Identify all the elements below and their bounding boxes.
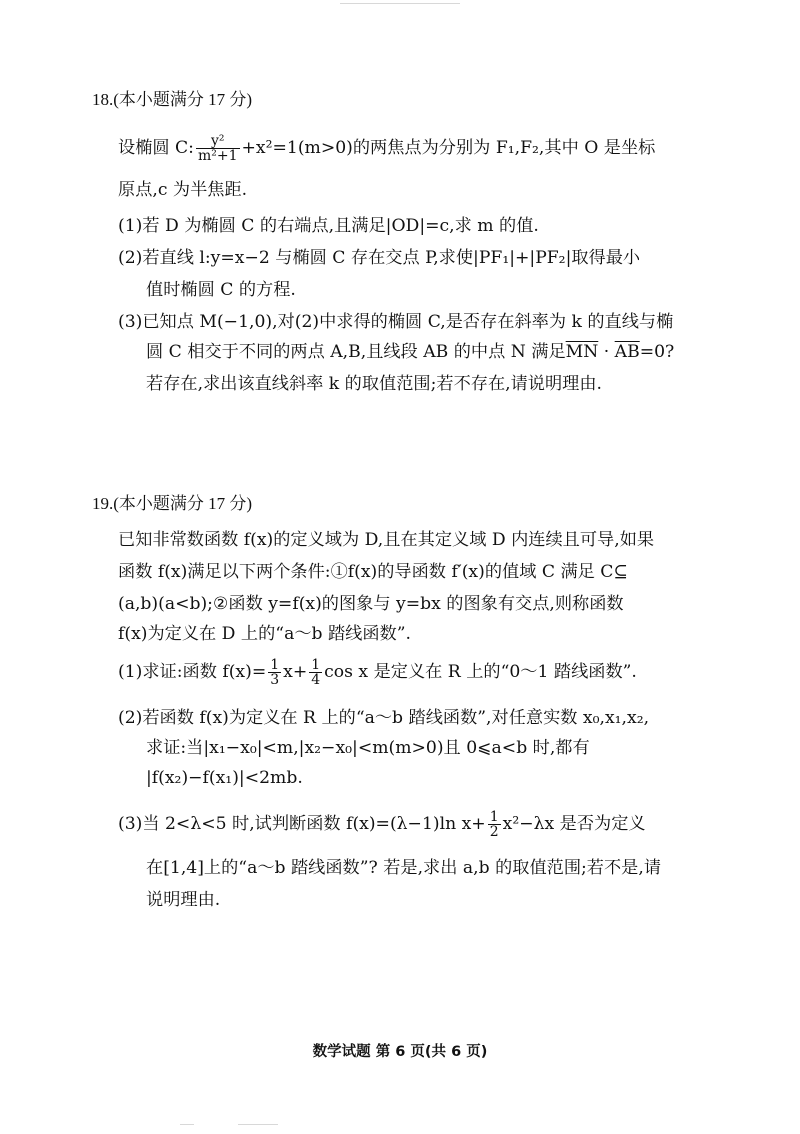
fraction-numerator: 1 xyxy=(489,809,499,825)
q19-part1-pre: (1)求证:函数 f(x)= xyxy=(118,662,267,682)
q19-intro-line3: (a,b)(a<b);②函数 y=f(x)的图象与 y=bx 的图象有交点,则称函数 xyxy=(118,594,624,614)
q19-part1 xyxy=(118,658,637,687)
q19-part3-post: x²−λx 是否为定义 xyxy=(502,814,646,834)
q19-part1-post: cos x 是定义在 R 上的“0～1 踏线函数”. xyxy=(324,662,637,682)
ellipse-numerator: y² xyxy=(196,134,240,149)
q19-part3-line1 xyxy=(118,810,646,839)
q18-part3-line2-post: =0? xyxy=(639,342,675,362)
q18-part2-line1: (2)若直线 l:y=x−2 与椭圆 C 存在交点 P,求使|PF₁|+|PF₂|取得最小 xyxy=(118,248,641,268)
q19-intro-line4: f(x)为定义在 D 上的“a～b 踏线函数”. xyxy=(118,624,411,644)
q18-part1: (1)若 D 为椭圆 C 的右端点,且满足|OD|=c,求 m 的值. xyxy=(118,216,539,236)
page-footer: 数学试题 第 6 页(共 6 页) xyxy=(312,1044,488,1060)
fraction-one-third xyxy=(268,658,281,687)
fraction-one-quarter xyxy=(309,658,322,687)
q19-header: 19.(本小题满分 17 分) xyxy=(92,494,253,513)
q18-part3-line3: 若存在,求出该直线斜率 k 的取值范围;若不存在,请说明理由. xyxy=(146,374,603,394)
q18-part3-line2-pre: 圆 C 相交于不同的两点 A,B,且线段 AB 的中点 N 满足 xyxy=(146,342,566,362)
fraction-denominator: 3 xyxy=(270,672,280,688)
fraction-one-half xyxy=(488,810,501,839)
fraction-numerator: 1 xyxy=(311,657,321,673)
q19-part2-line2: 求证:当|x₁−x₀|<m,|x₂−x₀|<m(m>0)且 0⩽a<b 时,都有 xyxy=(146,738,590,758)
q19-part1-mid: x+ xyxy=(283,662,308,682)
q18-intro-line1 xyxy=(118,134,655,163)
q18-part3-line2 xyxy=(146,340,674,364)
vector-ab: $\overline{AB}$ xyxy=(614,342,640,362)
q18-intro-post: +x²=1(m>0)的两焦点为分别为 F₁,F₂,其中 O 是坐标 xyxy=(241,138,656,158)
q19-part2-line3: |f(x₂)−f(x₁)|<2mb. xyxy=(146,768,303,788)
q19-part3-line2: 在[1,4]上的“a～b 踏线函数”? 若是,求出 a,b 的取值范围;若不是,请 xyxy=(146,858,662,878)
q19-intro-line2: 函数 f(x)满足以下两个条件:①f(x)的导函数 f′(x)的值域 C 满足 C⊆ xyxy=(118,562,628,582)
q19-intro-line1: 已知非常数函数 f(x)的定义域为 D,且在其定义域 D 内连续且可导,如果 xyxy=(118,530,655,550)
q19-part2-line1: (2)若函数 f(x)为定义在 R 上的“a～b 踏线函数”,对任意实数 x₀,x₁,x₂, xyxy=(118,708,650,728)
ellipse-fraction xyxy=(196,134,240,163)
scan-artifact-bottom xyxy=(180,1124,194,1125)
vector-mn: $\overline{MN}$ xyxy=(565,342,599,362)
q18-part3-line1: (3)已知点 M(−1,0),对(2)中求得的椭圆 C,是否存在斜率为 k 的直线与椭 xyxy=(118,312,674,332)
fraction-denominator: 4 xyxy=(311,672,321,688)
q19-part3-pre: (3)当 2<λ<5 时,试判断函数 f(x)=(λ−1)ln x+ xyxy=(118,814,486,834)
fraction-denominator: 2 xyxy=(489,824,499,840)
ellipse-denominator: m²+1 xyxy=(197,148,238,164)
fraction-numerator: 1 xyxy=(270,657,280,673)
scan-artifact-bottom xyxy=(238,1124,278,1125)
q18-part2-line2: 值时椭圆 C 的方程. xyxy=(146,280,296,300)
q18-intro-line2: 原点,c 为半焦距. xyxy=(118,180,248,200)
q18-intro-pre: 设椭圆 C: xyxy=(118,138,194,158)
q18-header: 18.(本小题满分 17 分) xyxy=(92,90,253,109)
dot-operator: · xyxy=(598,342,615,362)
scan-artifact-top xyxy=(340,3,460,4)
q19-part3-line3: 说明理由. xyxy=(146,890,221,910)
